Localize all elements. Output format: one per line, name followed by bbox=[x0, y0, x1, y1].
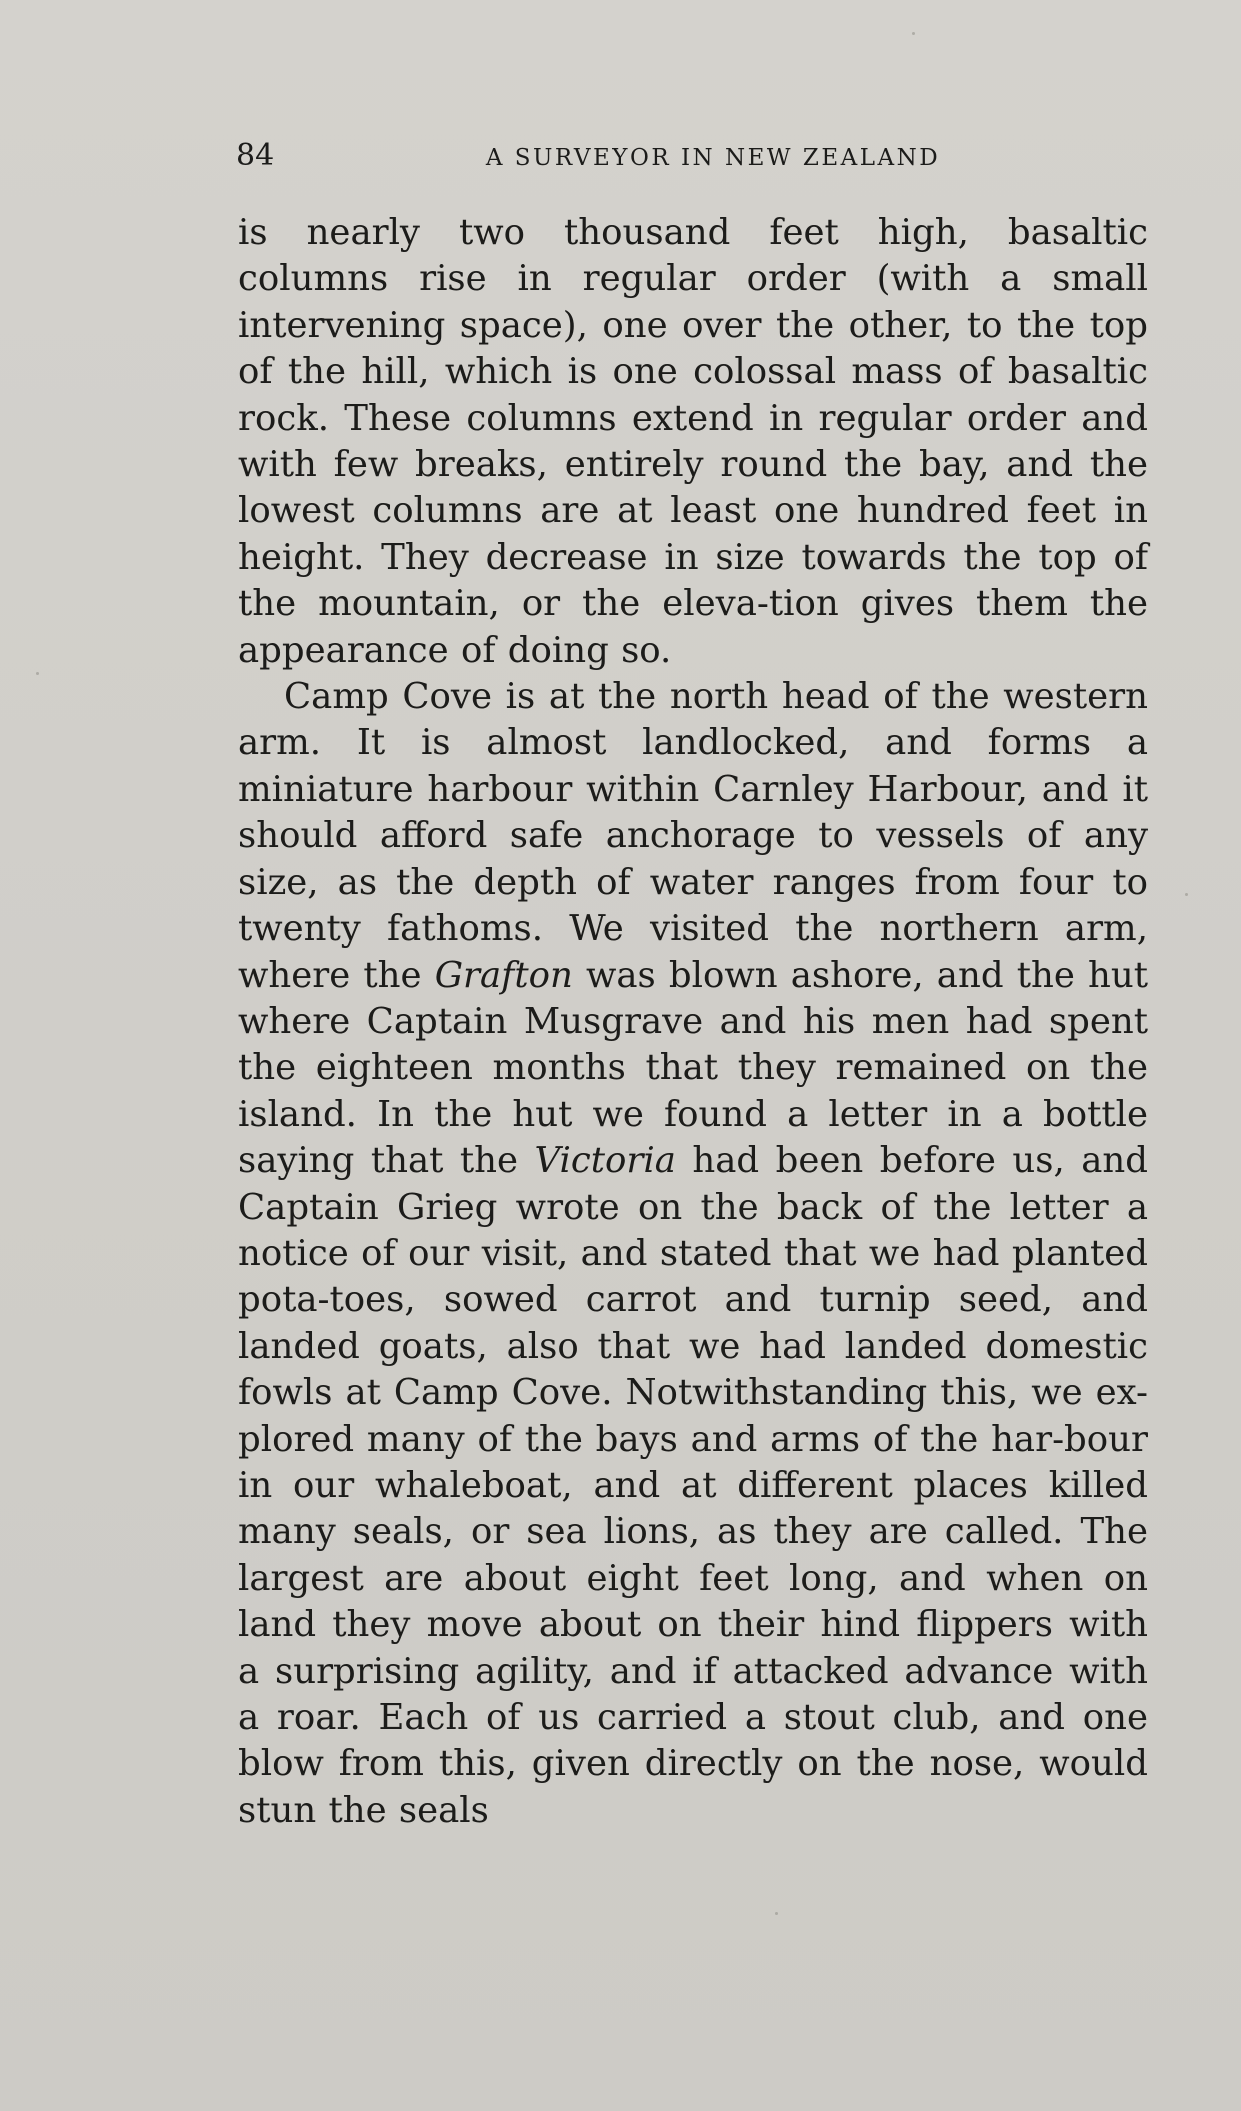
paragraph-text: Camp Cove is at the north head of the western arm. It is almost landlocked, and forms a miniature harbour within Carnley Harbour, and it should afford safe anchorage to vessels of any size, as the depth of water ranges from four to twenty fathoms. We visited the northern arm, where the bbox=[238, 676, 1148, 996]
ship-name-grafton: Grafton bbox=[434, 954, 573, 996]
paper-speck bbox=[775, 1912, 778, 1915]
paper-speck bbox=[912, 32, 915, 35]
page-number: 84 bbox=[236, 138, 275, 173]
paragraph-camp-cove bbox=[238, 674, 1148, 1834]
body-text bbox=[238, 210, 1148, 1834]
page-header bbox=[236, 136, 1150, 180]
paper-speck bbox=[1185, 893, 1188, 896]
ship-name-victoria: Victoria bbox=[534, 1140, 676, 1182]
running-title: A SURVEYOR IN NEW ZEALAND bbox=[485, 145, 941, 171]
paragraph-text: had been before us, and Captain Grieg wrote on the back of the letter a notice of our visit, and stated that we had planted pota-toes, sowed carrot and turnip seed, and landed goats, also that we had landed domestic fowls at Camp Cove. Notwithstanding this, we ex-plored many of the bays and arms of the har-bour in our whaleboat, and at different places killed many seals, or sea lions, as they are called. The largest are about eight feet long, and when on land they move about on their hind flippers with a surprising agility, and if attacked advance with a roar. Each of us carried a stout club, and one blow from this, given directly on the nose, would stun the seals bbox=[238, 1140, 1148, 1831]
paper-speck bbox=[36, 672, 39, 675]
paragraph-continued: is nearly two thousand feet high, basaltic columns rise in regular order (with a small intervening space), one over the other, to the top of the hill, which is one colossal mass of basaltic rock. These columns extend in regular order and with few breaks, entirely round the bay, and the lowest columns are at least one hundred feet in height. They decrease in size towards the top of the mountain, or the eleva-tion gives them the appearance of doing so. bbox=[238, 212, 1148, 671]
paragraph-text: was blown ashore, and the hut where Captain Musgrave and his men had spent the eighteen months that they remained on the island. In the hut we found a letter in a bottle saying that the bbox=[238, 954, 1148, 1182]
